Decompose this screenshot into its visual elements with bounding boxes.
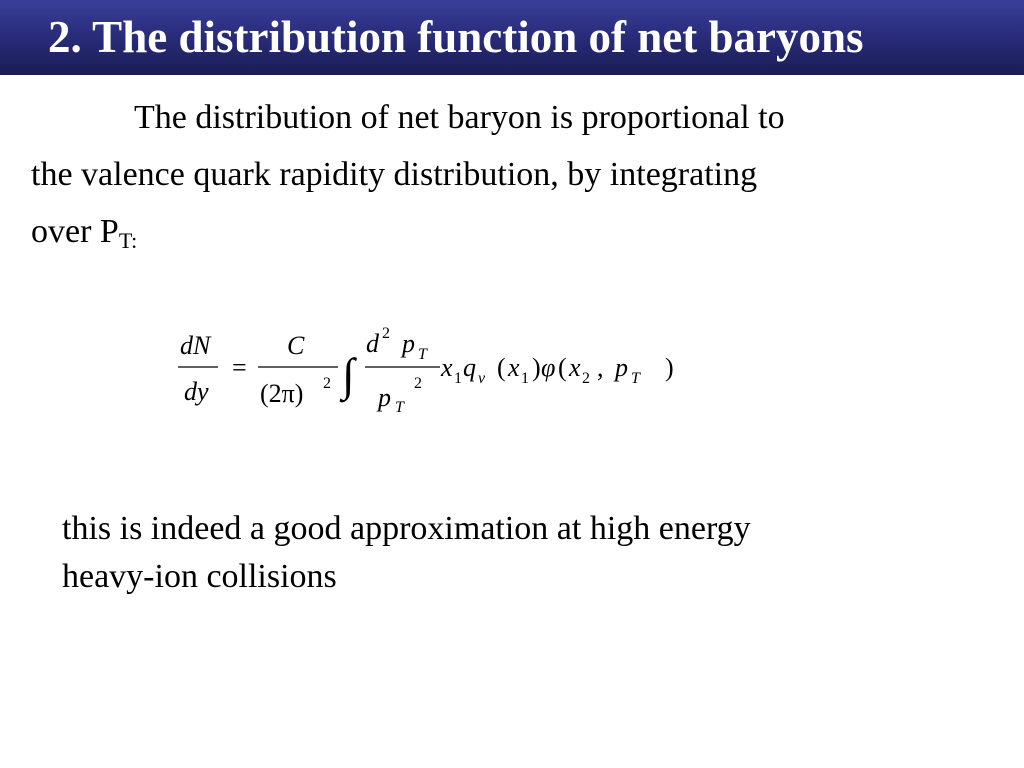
x1-subscript: 1 <box>454 370 462 387</box>
note-line-2: heavy-ion collisions <box>62 558 337 595</box>
x2-var: x <box>569 353 581 382</box>
paren-open-1: ( <box>497 353 506 382</box>
paren-close-1: ) <box>532 353 541 382</box>
paren-close-2: ) <box>665 353 674 382</box>
intro-line-2: the valence quark rapidity distribution, by integrating <box>31 156 758 193</box>
x1-var: x <box>441 353 453 382</box>
paren-open-2: ( <box>558 353 567 382</box>
q-var: q <box>463 353 476 382</box>
pt-subscript: T <box>631 370 640 387</box>
intro-line-3-text: over P <box>31 213 119 250</box>
comma: , <box>597 353 604 382</box>
integrand-numerator-exponent: 2 <box>382 325 390 342</box>
integrand-numerator-p: p <box>402 329 415 358</box>
intro-line-1: The distribution of net baryon is proportional to <box>134 99 785 136</box>
c-denominator-exponent: 2 <box>323 375 331 392</box>
paren-x1-subscript: 1 <box>521 370 529 387</box>
intro-line-3 <box>31 203 137 261</box>
note-text <box>62 505 751 601</box>
equals-sign: = <box>232 353 247 382</box>
integrand-numerator-subscript: T <box>418 346 427 363</box>
distribution-equation <box>178 318 698 428</box>
integrand-denominator-p: p <box>378 383 391 412</box>
note-line-1: this is indeed a good approximation at high energy <box>62 510 751 547</box>
c-numerator: C <box>287 331 305 360</box>
intro-line-3-subscript: T: <box>118 228 138 253</box>
integrand-denominator-exponent: 2 <box>414 375 422 392</box>
equation-svg <box>178 318 698 428</box>
integral-sign: ∫ <box>342 349 355 400</box>
paren-x1-var: x <box>508 353 520 382</box>
pt-var: p <box>615 353 628 382</box>
title-bar <box>0 0 1024 75</box>
lhs-numerator: dN <box>180 331 211 360</box>
integrand-denominator-subscript: T <box>395 399 404 416</box>
x2-subscript: 2 <box>582 370 590 387</box>
phi-symbol: φ <box>541 353 556 382</box>
lhs-denominator: dy <box>184 377 209 406</box>
integrand-numerator-d: d <box>366 329 379 358</box>
c-denominator: (2π) <box>260 379 304 408</box>
slide-title: 2. The distribution function of net baryons <box>48 12 864 62</box>
q-subscript: v <box>478 370 486 387</box>
